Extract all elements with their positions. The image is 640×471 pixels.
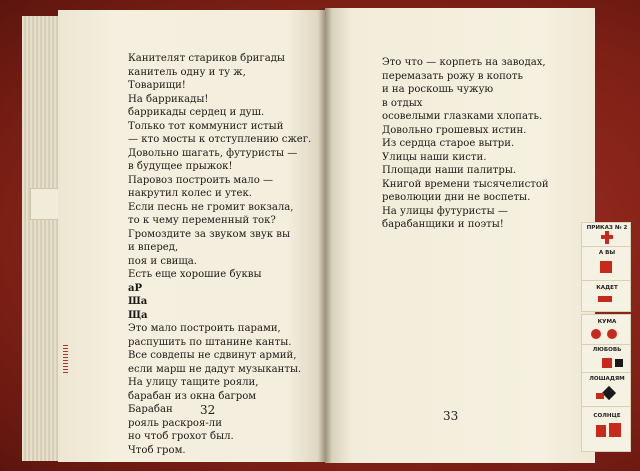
index-tab-kadet[interactable] <box>581 280 631 312</box>
poem-line: то к чему переменный ток? <box>128 215 276 226</box>
index-tab-label: КУМА <box>597 319 617 325</box>
red-block-icon <box>596 393 604 399</box>
right-page-poem <box>382 56 549 232</box>
poem-line: канитель одну и ту ж, <box>128 66 246 78</box>
poem-line: перемазать рожу в копоть <box>382 70 523 82</box>
poem-line: Все совдепы не сдвинут армий, <box>128 350 297 361</box>
poem-line: поя и свища. <box>128 255 197 267</box>
poem-line: Канителят стариков бригады <box>128 53 285 64</box>
poem-line: — кто мосты к отступлению сжег. <box>128 134 312 145</box>
index-tab-label: КАДЕТ <box>596 285 618 291</box>
poem-line: На улицу тащите рояли, <box>128 377 259 388</box>
red-block-icon <box>609 423 621 437</box>
poem-line: Громоздите за звуком звук вы <box>128 228 291 240</box>
index-tab-loshadyam[interactable] <box>581 372 631 408</box>
poem-line: Довольно шагать, футуристы — <box>128 147 298 159</box>
poem-line: революции дни не воспеты. <box>382 192 531 203</box>
poem-line: На баррикады! <box>128 93 209 105</box>
index-tab-label: ЛЮБОВЬ <box>592 347 622 353</box>
poem-line: в будущее прыжок! <box>128 161 233 172</box>
poem-line: если марш не дадут музыканты. <box>128 363 302 375</box>
black-square-icon <box>615 359 623 367</box>
red-edge-marks <box>63 345 68 375</box>
poem-line: Из сердца старое вытри. <box>382 138 515 149</box>
index-tab-a-vy[interactable] <box>581 246 631 282</box>
index-tab-label: СОЛНЦЕ <box>593 413 621 419</box>
poem-line: Только тот коммунист истый <box>128 120 284 132</box>
poem-line: Есть еще хорошие буквы <box>128 269 262 280</box>
poem-line: Это что — корпеть на заводах, <box>382 57 546 68</box>
poem-line: и вперед, <box>128 242 179 253</box>
index-tab-kuma[interactable] <box>581 314 631 346</box>
poem-line: Это мало построить парами, <box>128 323 281 334</box>
page-block-edge <box>22 16 62 461</box>
page-number-right: 33 <box>443 409 459 423</box>
index-tab-solntse[interactable] <box>581 406 631 452</box>
poem-line: Книгой времени тысячелистой <box>382 178 549 190</box>
red-square-icon <box>602 358 612 368</box>
poem-line: На улицы футуристы — <box>382 205 508 217</box>
left-page-poem <box>128 52 311 457</box>
poem-line: накрутил колес и утек. <box>128 188 252 199</box>
poem-line: Барабан <box>128 404 173 415</box>
poem-line: Товарищи! <box>128 80 186 91</box>
poem-line: осовелыми глазками хлопать. <box>382 111 543 122</box>
book-gutter <box>318 8 332 463</box>
index-tab-label: А ВЫ <box>598 250 616 256</box>
poem-line: рояль раскроя-ли <box>128 417 222 429</box>
poem-line: Если песнь не громит вокзала, <box>128 201 294 213</box>
index-tab-label: ЛОШАДЯМ <box>589 376 625 382</box>
poem-line-letters: аР <box>128 282 143 294</box>
poem-line: Чтоб гром. <box>128 444 186 456</box>
poem-line: барабан из окна багром <box>128 390 257 402</box>
poem-line: распушить по штанине канты. <box>128 336 292 348</box>
poem-line: Довольно грошевых истин. <box>382 124 527 136</box>
poem-line: в отдых <box>382 97 423 109</box>
poem-line-letters: Ша <box>128 296 148 307</box>
red-bar-icon <box>598 296 612 302</box>
index-tab-label: ПРИКАЗ № 2 <box>586 225 628 231</box>
red-circle-icon <box>607 329 617 339</box>
poem-line: Площади наши палитры. <box>382 165 517 176</box>
poem-line-letters: Ща <box>128 309 148 321</box>
poem-line: но чтоб грохот был. <box>128 431 234 442</box>
poem-line: Паровоз построить мало — <box>128 174 274 186</box>
poem-line: барабанщики и поэты! <box>382 219 504 230</box>
black-diamond-icon <box>602 386 616 400</box>
red-block-icon <box>596 425 606 437</box>
red-square-icon <box>600 261 612 273</box>
thumb-index <box>576 222 640 462</box>
red-cross-icon <box>605 231 609 244</box>
page-number-left: 32 <box>200 403 216 417</box>
poem-line: баррикады сердец и душ. <box>128 107 265 118</box>
poem-line: Улицы наши кисти. <box>382 151 487 163</box>
index-tab-lyubov[interactable] <box>581 344 631 374</box>
poem-line: и на роскошь чужую <box>382 84 494 95</box>
red-circle-icon <box>591 329 601 339</box>
